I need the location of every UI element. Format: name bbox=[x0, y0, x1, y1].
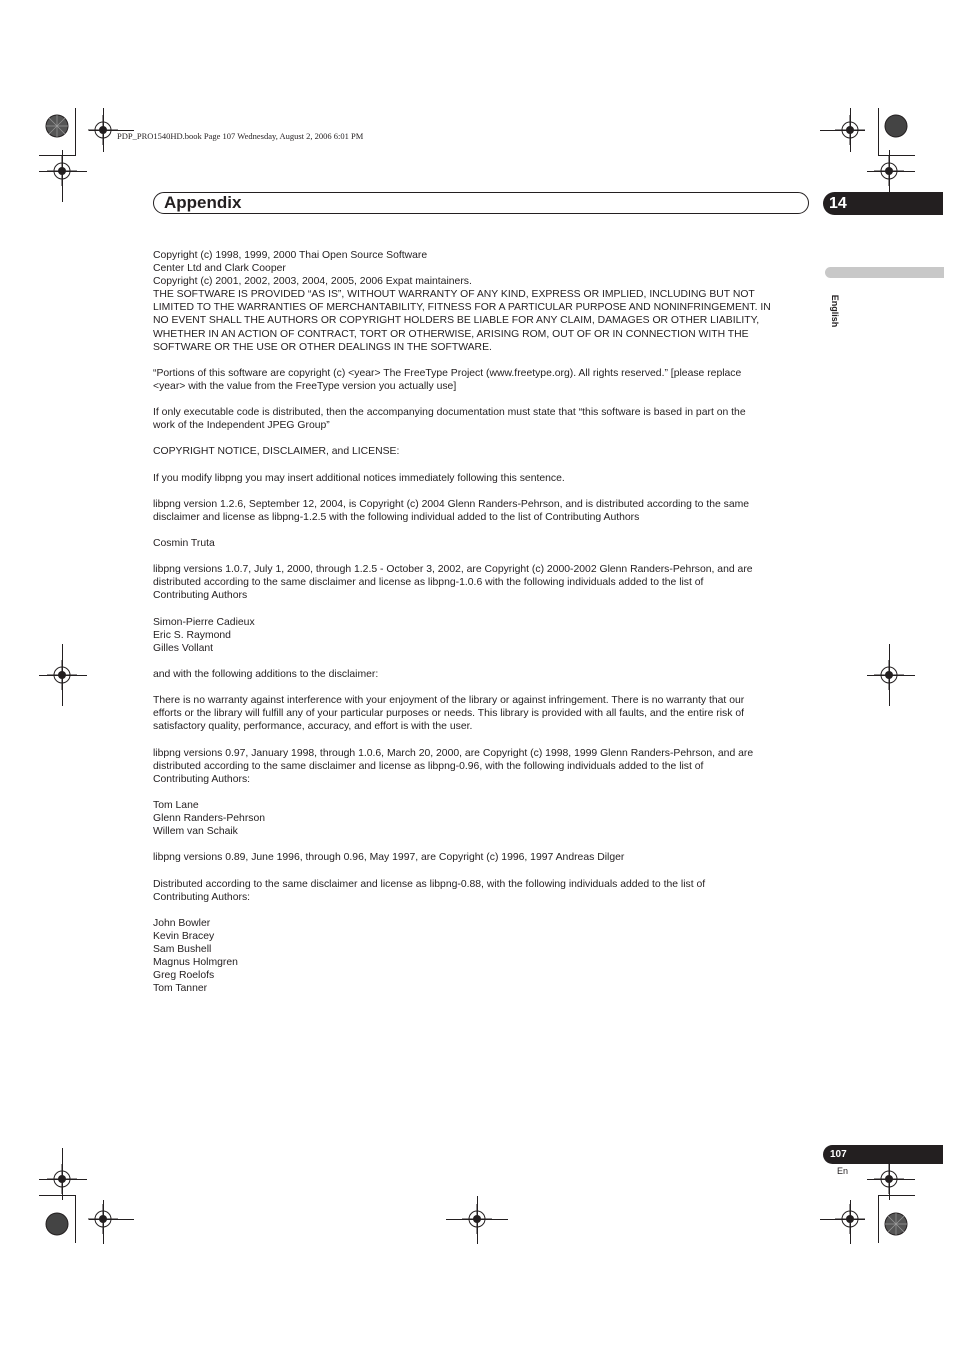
text-line: Sam Bushell bbox=[153, 943, 212, 955]
header-bar bbox=[153, 192, 809, 214]
paragraph bbox=[153, 537, 813, 550]
text-line: Center Ltd and Clark Cooper bbox=[153, 263, 286, 275]
registration-mark-icon bbox=[874, 1164, 904, 1194]
paragraph bbox=[153, 563, 813, 602]
paragraph bbox=[153, 498, 813, 524]
text-line: Cosmin Truta bbox=[153, 538, 215, 550]
text-line: If only executable code is distributed, then the accompanying documentation must state that “this software is based in part on the bbox=[153, 407, 746, 419]
text-line: Contributing Authors bbox=[153, 590, 248, 602]
page-title: Appendix bbox=[164, 193, 242, 212]
rosette-mark-icon bbox=[884, 114, 908, 138]
text-line: Greg Roelofs bbox=[153, 970, 215, 982]
paragraph bbox=[153, 694, 813, 733]
text-line: If you modify libpng you may insert additional notices immediately following this sentence. bbox=[153, 472, 565, 484]
paragraph bbox=[153, 878, 813, 904]
paragraph bbox=[153, 799, 813, 838]
text-line: THE SOFTWARE IS PROVIDED “AS IS”, WITHOUT WARRANTY OF ANY KIND, EXPRESS OR IMPLIED, INCLUDING BUT NOT bbox=[153, 289, 755, 301]
text-line: John Bowler bbox=[153, 917, 211, 929]
paragraph bbox=[153, 668, 813, 681]
text-line: Distributed according to the same disclaimer and license as libpng-0.88, with the following individuals added to the list of bbox=[153, 878, 706, 890]
registration-mark-icon bbox=[88, 1204, 118, 1234]
registration-mark-icon bbox=[47, 1164, 77, 1194]
text-line: libpng versions 1.0.7, July 1, 2000, through 1.2.5 - October 3, 2002, are Copyright (c) 2000-2002 Glenn Randers-Pehrson, and are bbox=[153, 564, 753, 576]
registration-mark-icon bbox=[47, 156, 77, 186]
text-line: satisfactory quality, performance, accuracy, and effort is with the user. bbox=[153, 721, 473, 733]
paragraph bbox=[153, 406, 813, 432]
registration-mark-icon bbox=[835, 115, 865, 145]
text-line: LIMITED TO THE WARRANTIES OF MERCHANTABILITY, FITNESS FOR A PARTICULAR PURPOSE AND NONINFRINGEMENT. IN bbox=[153, 302, 771, 314]
paragraph bbox=[153, 367, 813, 393]
registration-mark-icon bbox=[462, 1204, 492, 1234]
registration-mark-icon bbox=[47, 660, 77, 690]
rosette-mark-icon bbox=[45, 1212, 69, 1236]
paragraph bbox=[153, 616, 813, 655]
text-line: Glenn Randers-Pehrson bbox=[153, 813, 266, 825]
text-line: work of the Independent JPEG Group” bbox=[153, 420, 330, 432]
text-line: libpng versions 0.97, January 1998, through 1.0.6, March 20, 2000, are Copyright (c) 1998, 1999 Glenn Randers-Pehrson, and are bbox=[153, 747, 754, 759]
text-line: <year> with the value from the FreeType version you actually use] bbox=[153, 380, 457, 392]
registration-mark-icon bbox=[874, 156, 904, 186]
text-line: Contributing Authors: bbox=[153, 891, 251, 903]
text-line: There is no warranty against interference with your enjoyment of the library or against infringement. There is no warranty that our bbox=[153, 695, 745, 707]
text-line: “Portions of this software are copyright (c) <year> The FreeType Project (www.freetype.org). All rights reserved.” [please replace bbox=[153, 367, 742, 379]
language-side-label: English bbox=[830, 294, 840, 328]
registration-mark-icon bbox=[835, 1204, 865, 1234]
text-line: Eric S. Raymond bbox=[153, 629, 231, 641]
rosette-mark-icon bbox=[45, 114, 69, 138]
text-line: Tom Tanner bbox=[153, 983, 208, 995]
text-line: WHETHER IN AN ACTION OF CONTRACT, TORT OR OTHERWISE, ARISING ROM, OUT OF OR IN CONNECTION WITH THE bbox=[153, 328, 749, 340]
chapter-number: 14 bbox=[829, 195, 847, 212]
file-info-slug: PDP_PRO1540HD.book Page 107 Wednesday, August 2, 2006 6:01 PM bbox=[117, 131, 364, 141]
text-line: Copyright (c) 1998, 1999, 2000 Thai Open Source Software bbox=[153, 250, 428, 261]
license-text-body bbox=[153, 249, 813, 1008]
text-line: Gilles Vollant bbox=[153, 642, 214, 654]
rosette-mark-icon bbox=[884, 1212, 908, 1236]
text-line: and with the following additions to the disclaimer: bbox=[153, 669, 379, 680]
text-line: COPYRIGHT NOTICE, DISCLAIMER, and LICENSE: bbox=[153, 446, 400, 458]
page-language-code: En bbox=[837, 1166, 849, 1176]
registration-mark-icon bbox=[874, 660, 904, 690]
paragraph bbox=[153, 249, 813, 354]
text-line: efforts or the library will fulfill any of your particular purposes or needs. This library is provided with all faults, and the entire risk of bbox=[153, 708, 744, 720]
text-line: libpng version 1.2.6, September 12, 2004, is Copyright (c) 2004 Glenn Randers-Pehrson, and is distributed according to the same bbox=[153, 498, 750, 510]
paragraph bbox=[153, 917, 813, 996]
paragraph bbox=[153, 472, 813, 485]
paragraph bbox=[153, 747, 813, 786]
text-line: distributed according to the same disclaimer and license as libpng-0.96, with the following individuals added to the list of bbox=[153, 760, 704, 772]
text-line: SOFTWARE OR THE USE OR OTHER DEALINGS IN THE SOFTWARE. bbox=[153, 341, 492, 353]
text-line: libpng versions 0.89, June 1996, through 0.96, May 1997, are Copyright (c) 1996, 1997 Andreas Dilger bbox=[153, 852, 625, 864]
text-line: Copyright (c) 2001, 2002, 2003, 2004, 2005, 2006 Expat maintainers. bbox=[153, 276, 472, 288]
text-line: NO EVENT SHALL THE AUTHORS OR COPYRIGHT HOLDERS BE LIABLE FOR ANY CLAIM, DAMAGES OR OTHER LIABILITY, bbox=[153, 315, 760, 327]
text-line: Kevin Bracey bbox=[153, 930, 215, 942]
text-line: Willem van Schaik bbox=[153, 826, 238, 838]
page-number: 107 bbox=[830, 1149, 847, 1160]
text-line: Contributing Authors: bbox=[153, 773, 251, 785]
paragraph bbox=[153, 851, 813, 864]
text-line: Simon-Pierre Cadieux bbox=[153, 616, 255, 628]
text-line: Magnus Holmgren bbox=[153, 957, 238, 969]
registration-mark-icon bbox=[88, 115, 118, 145]
text-line: disclaimer and license as libpng-1.2.5 with the following individual added to the list of Contributing Authors bbox=[153, 511, 640, 523]
text-line: Tom Lane bbox=[153, 799, 199, 811]
text-line: distributed according to the same disclaimer and license as libpng-1.0.6 with the following individuals added to the list of bbox=[153, 577, 704, 589]
paragraph bbox=[153, 445, 813, 458]
language-side-tab bbox=[825, 267, 944, 278]
